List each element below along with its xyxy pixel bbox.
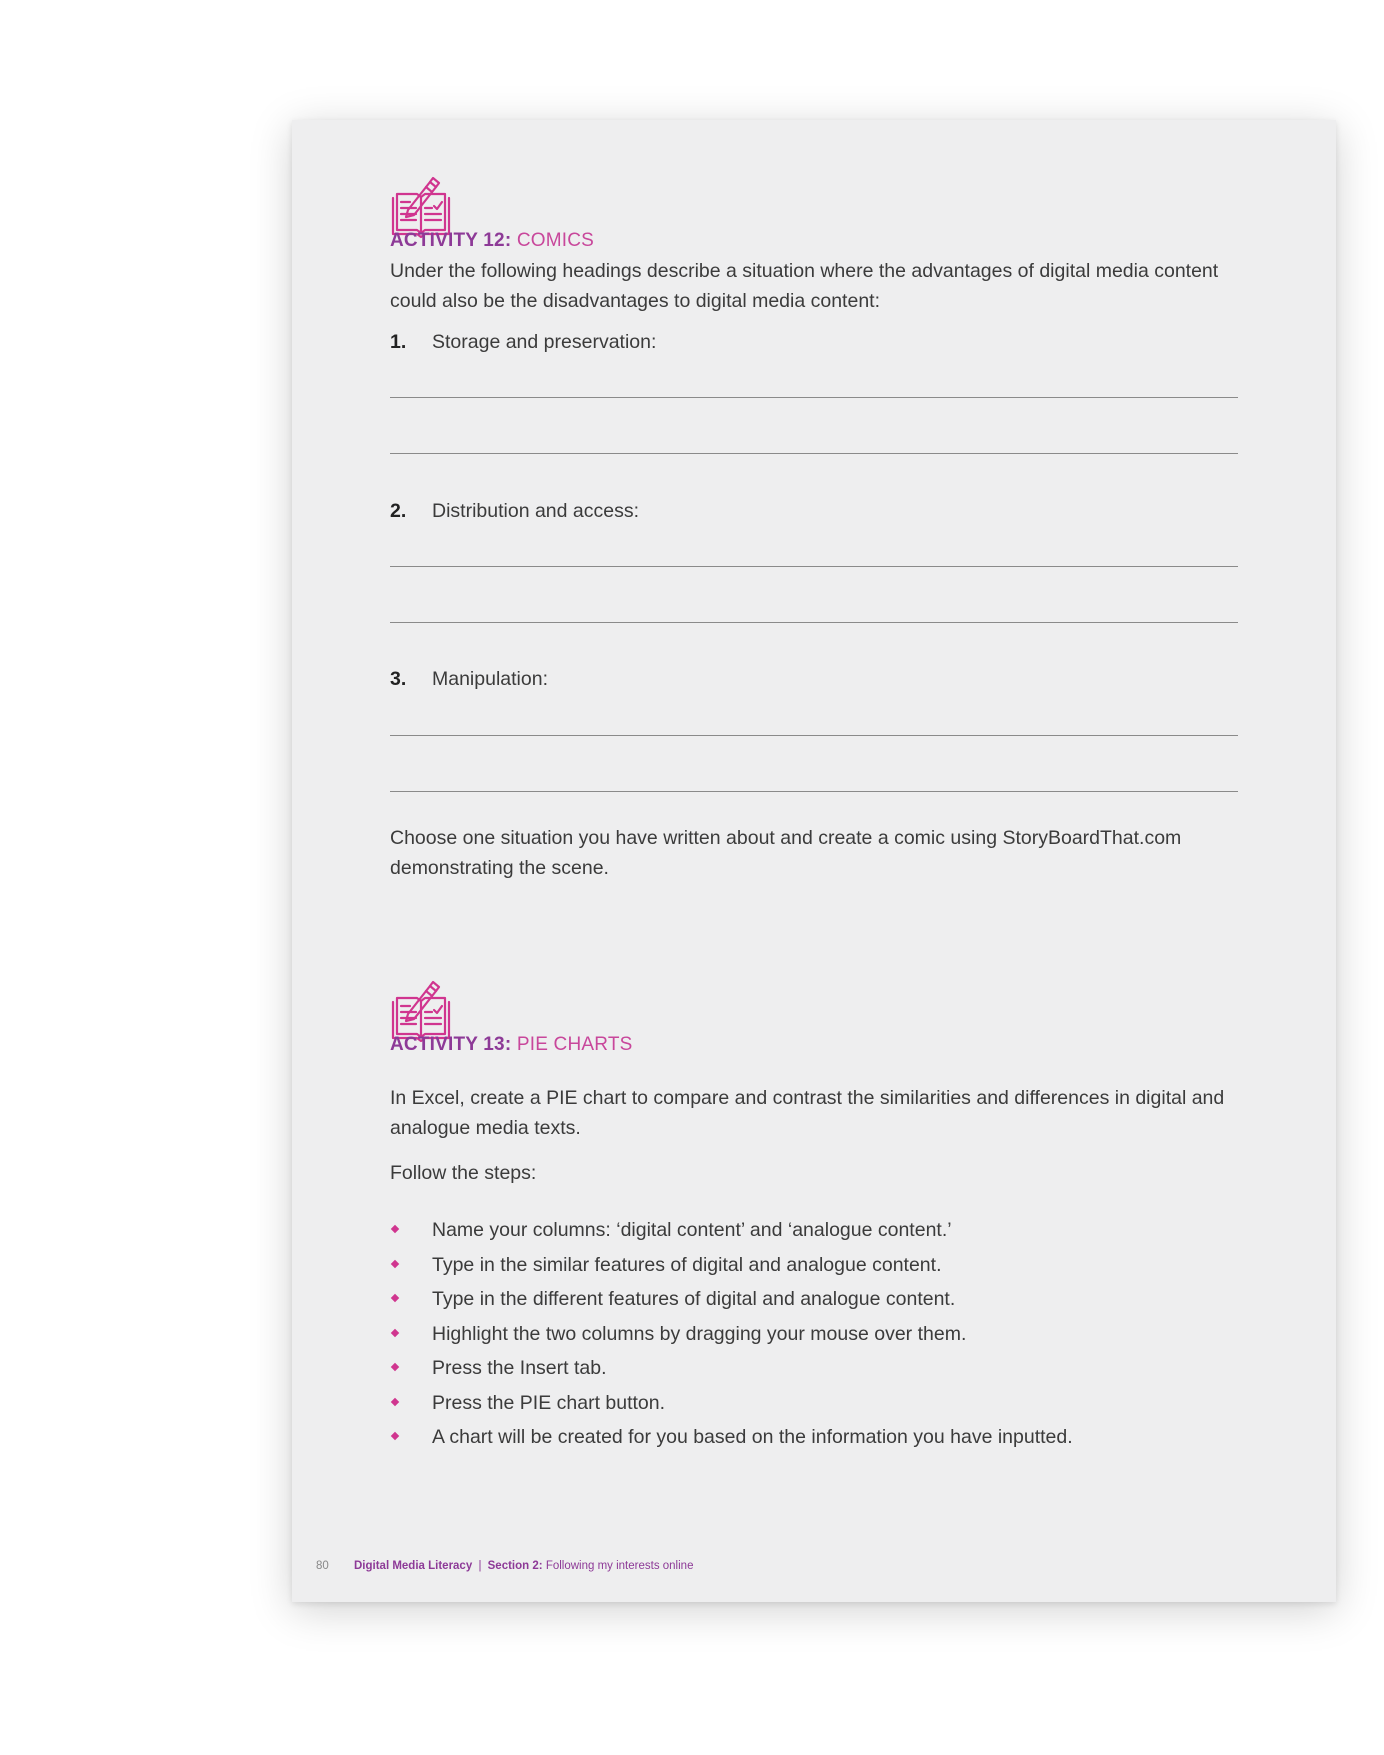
step-text: Press the Insert tab.	[432, 1357, 607, 1379]
answer-line[interactable]	[390, 453, 1238, 454]
bullet-diamond-icon	[391, 1397, 399, 1405]
bullet-diamond-icon	[391, 1259, 399, 1267]
steps-heading: Follow the steps:	[390, 1162, 537, 1184]
answer-line[interactable]	[390, 397, 1238, 398]
question-1-text: Storage and preservation:	[432, 331, 657, 353]
question-1	[390, 331, 656, 354]
step-text: Press the PIE chart button.	[432, 1391, 666, 1414]
answer-line[interactable]	[390, 791, 1238, 792]
activity-12-title	[390, 230, 594, 252]
activity-12-name: COMICS	[516, 230, 595, 251]
footer-section-title: Following my interests online	[545, 1560, 694, 1572]
question-2	[390, 500, 639, 523]
question-3-number: 3.	[390, 668, 407, 690]
answer-line[interactable]	[390, 566, 1238, 567]
activity-13-name: PIE CHARTS	[516, 1034, 633, 1055]
step-text: Name your columns: ‘digital content’ and ‘analogue content.’	[432, 1219, 952, 1241]
list-item	[390, 1351, 1073, 1386]
bullet-diamond-icon	[391, 1225, 399, 1233]
list-item	[390, 1420, 1073, 1455]
question-1-number: 1.	[390, 331, 407, 353]
bullet-diamond-icon	[391, 1294, 399, 1302]
worksheet-page	[292, 120, 1336, 1602]
page-footer	[316, 1560, 693, 1572]
question-2-text: Distribution and access:	[432, 500, 640, 522]
activity-13-label: ACTIVITY 13:	[390, 1034, 512, 1055]
question-3-text: Manipulation:	[432, 668, 548, 690]
bullet-diamond-icon	[391, 1432, 399, 1440]
list-item	[390, 1213, 1073, 1248]
activity-13-title	[390, 1034, 633, 1056]
steps-list	[390, 1213, 1073, 1455]
bullet-diamond-icon	[391, 1328, 399, 1336]
step-text: A chart will be created for you based on the information you have inputted.	[432, 1426, 1073, 1448]
list-item	[390, 1317, 1073, 1352]
footer-book-title: Digital Media Literacy	[354, 1560, 473, 1572]
answer-line[interactable]	[390, 622, 1238, 623]
activity-13-intro: In Excel, create a PIE chart to compare and contrast the similarities and differences in digital and analogue media texts.	[390, 1087, 1225, 1139]
activity-12-label: ACTIVITY 12:	[390, 230, 512, 251]
bullet-diamond-icon	[391, 1363, 399, 1371]
footer-separator: |	[478, 1560, 482, 1572]
list-item	[390, 1248, 1073, 1283]
step-text: Type in the different features of digital and analogue content.	[432, 1288, 956, 1310]
list-item	[390, 1386, 1073, 1421]
step-text: Highlight the two columns by dragging your mouse over them.	[432, 1322, 967, 1345]
activity-12-intro: Under the following headings describe a situation where the advantages of digital media content could also be the disadvantages to digital media content:	[390, 260, 1219, 312]
answer-line[interactable]	[390, 735, 1238, 736]
step-text: Type in the similar features of digital and analogue content.	[432, 1253, 942, 1276]
question-2-number: 2.	[390, 500, 407, 522]
footer-section-label: Section 2:	[487, 1560, 543, 1572]
activity-12-closing: Choose one situation you have written about and create a comic using StoryBoardThat.com demonstrating the scene.	[390, 827, 1182, 879]
question-3	[390, 668, 548, 691]
page-number: 80	[316, 1560, 329, 1572]
list-item	[390, 1282, 1073, 1317]
